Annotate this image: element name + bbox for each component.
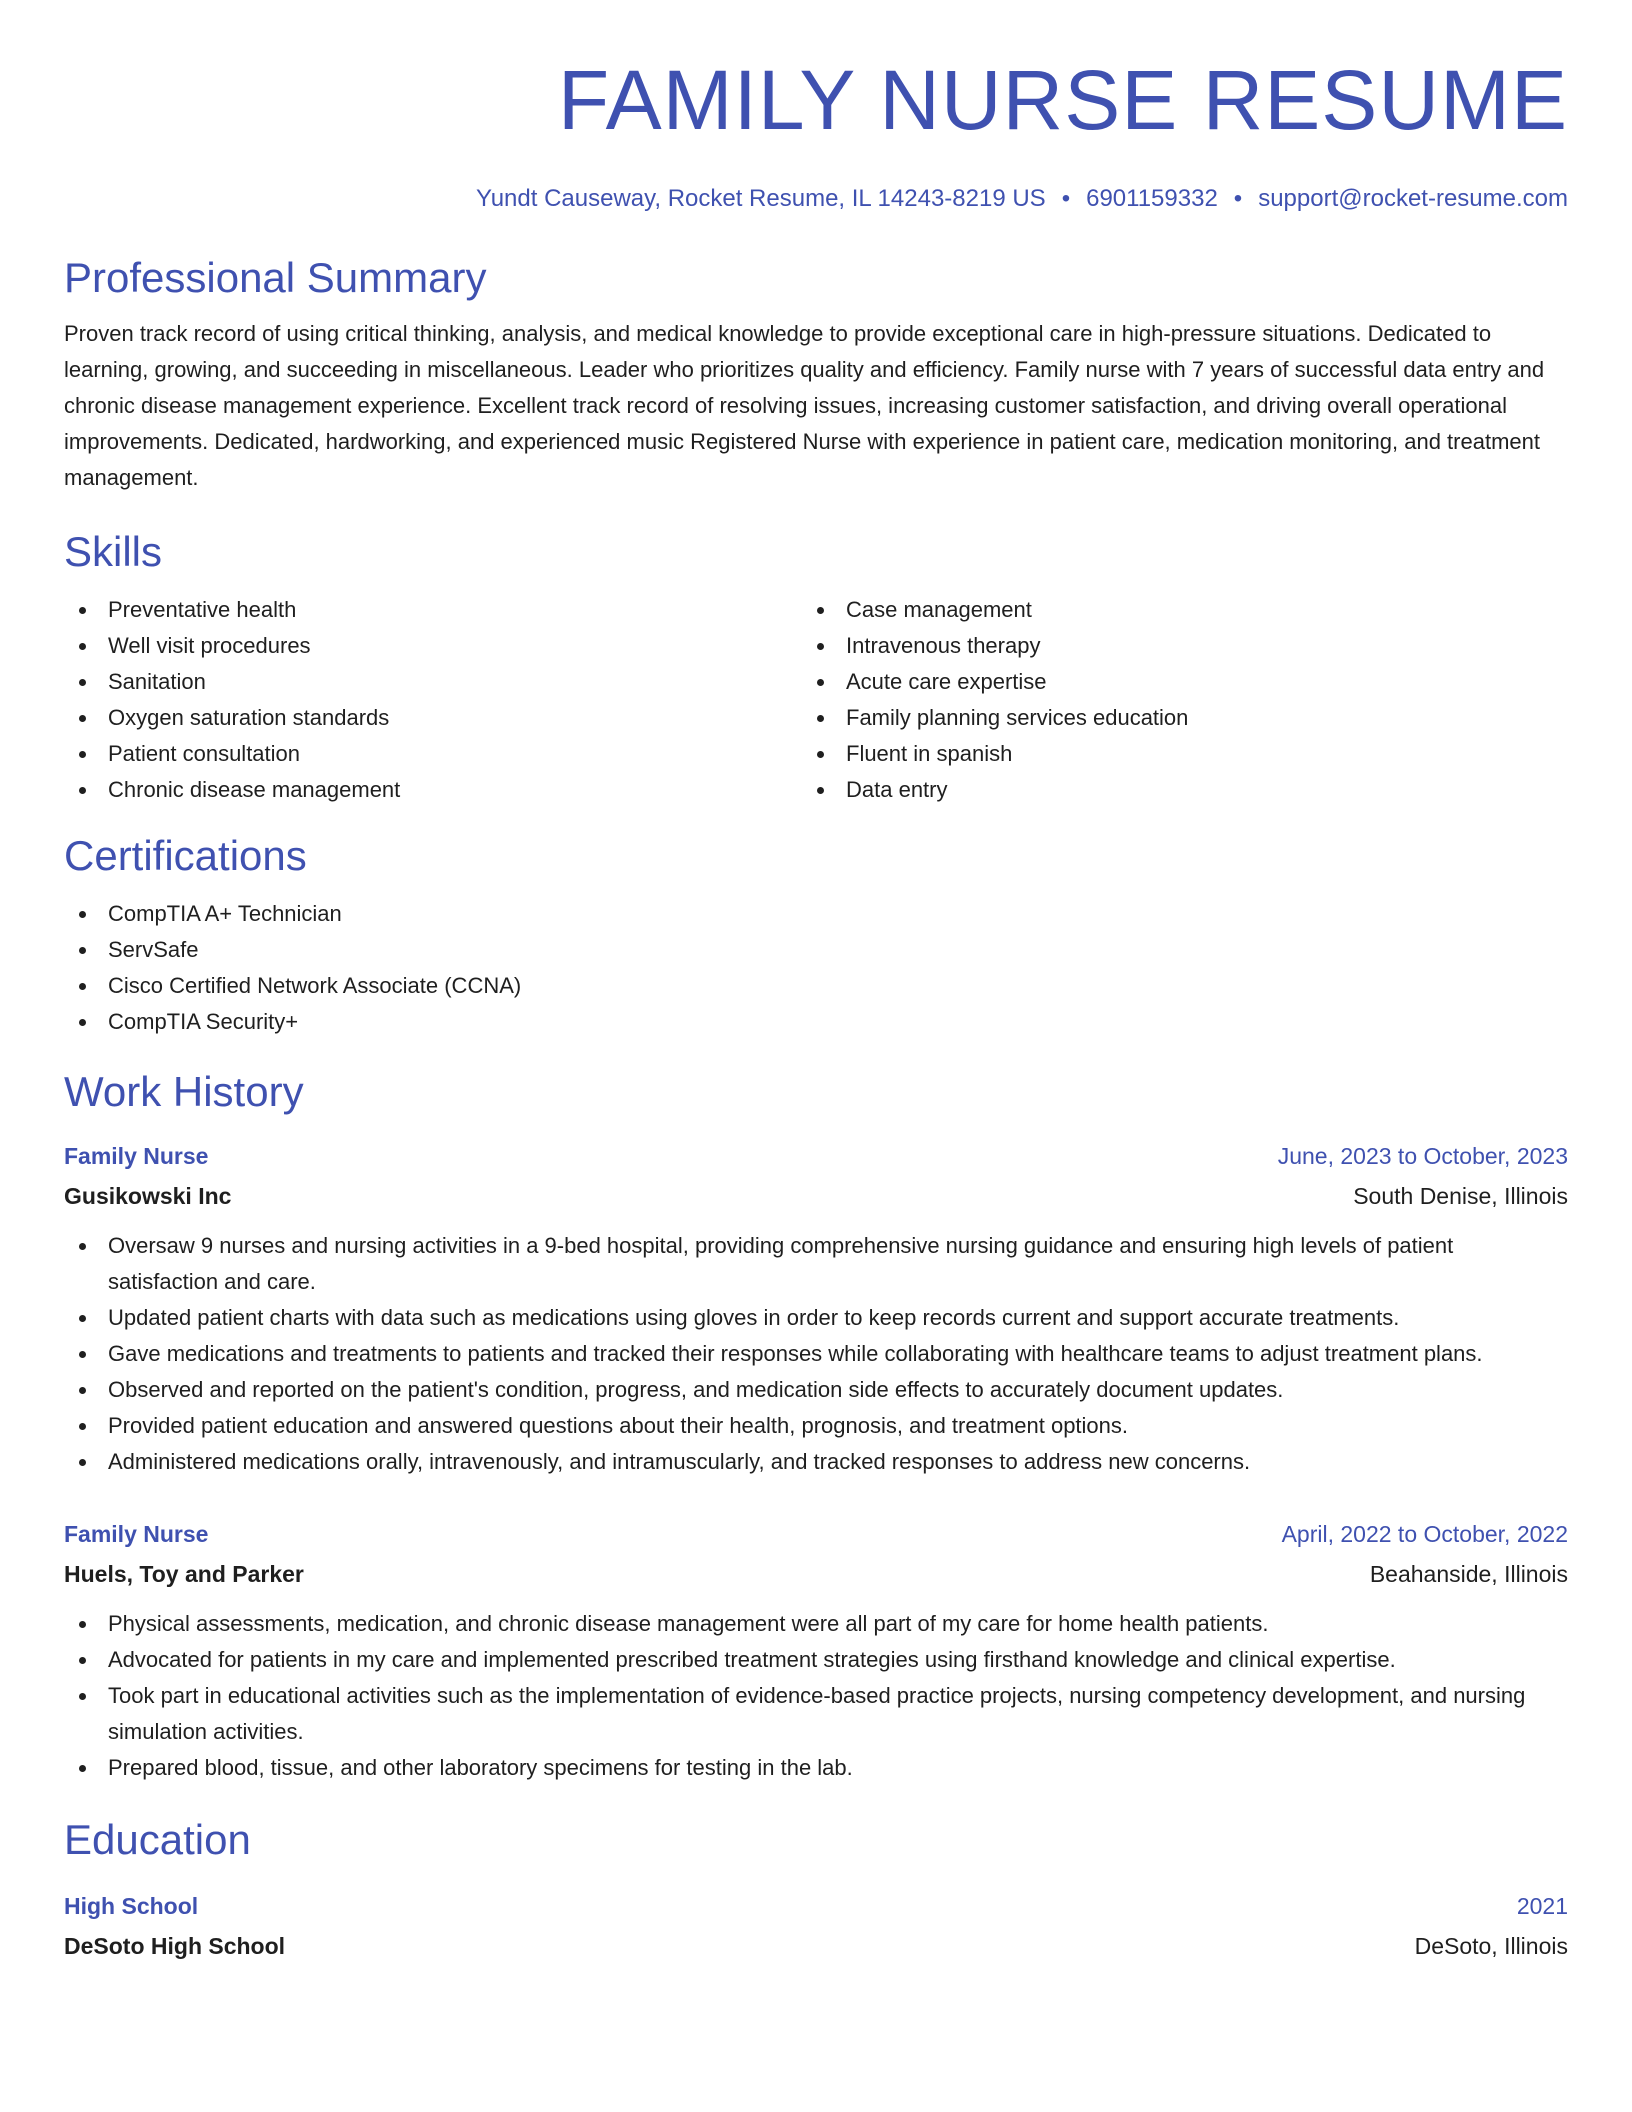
job-duty: Observed and reported on the patient's condition, progress, and medication side effects to accurately document updates. [64, 1372, 1568, 1408]
job-duty: Updated patient charts with data such as medications using gloves in order to keep records current and support accurate treatments. [64, 1300, 1568, 1336]
contact-separator: • [1061, 185, 1071, 212]
job-duty: Oversaw 9 nurses and nursing activities in a 9-bed hospital, providing comprehensive nursing guidance and ensuring high levels of patient satisfaction and care. [64, 1228, 1568, 1300]
certifications-heading: Certifications [64, 832, 307, 879]
skill-item: Preventative health [64, 592, 802, 628]
certification-item: CompTIA Security+ [64, 1004, 1568, 1040]
certification-item: CompTIA A+ Technician [64, 896, 1568, 932]
job-duty: Provided patient education and answered questions about their health, prognosis, and treatment options. [64, 1408, 1568, 1444]
education-heading: Education [64, 1816, 251, 1863]
job-role: Family Nurse [64, 1521, 209, 1547]
job-duty: Physical assessments, medication, and chronic disease management were all part of my care for home health patients. [64, 1606, 1568, 1642]
education-school-row [64, 1926, 1568, 1966]
skill-item: Case management [802, 592, 1540, 628]
skills-heading: Skills [64, 528, 163, 575]
contact-address: Yundt Causeway, Rocket Resume, IL 14243-8219 US [476, 185, 1046, 212]
skill-item: Fluent in spanish [802, 736, 1540, 772]
skills-grid [64, 592, 1568, 808]
skill-item: Patient consultation [64, 736, 802, 772]
job-duty: Prepared blood, tissue, and other laboratory specimens for testing in the lab. [64, 1750, 1568, 1786]
contact-phone: 6901159332 [1086, 185, 1218, 212]
job-dates: April, 2022 to October, 2022 [1281, 1521, 1568, 1547]
job-duty: Administered medications orally, intravenously, and intramuscularly, and tracked responses to address new concerns. [64, 1444, 1568, 1480]
education-entry [64, 1886, 1568, 1966]
job-entry [64, 1514, 1568, 1786]
resume-title: FAMILY NURSE RESUME [557, 53, 1568, 147]
contact-line [64, 184, 1568, 214]
skills-list-left [64, 592, 802, 808]
skills-list-right [802, 592, 1540, 808]
job-location: Beahanside, Illinois [1369, 1561, 1568, 1587]
job-location: South Denise, Illinois [1353, 1183, 1568, 1209]
skill-item: Well visit procedures [64, 628, 802, 664]
education-school: DeSoto High School [64, 1933, 286, 1959]
contact-email: support@rocket-resume.com [1258, 185, 1568, 212]
education-degree-row [64, 1886, 1568, 1926]
work-history-heading: Work History [64, 1068, 304, 1115]
job-company-row [64, 1176, 1568, 1216]
skill-item: Family planning services education [802, 700, 1540, 736]
job-role-row [64, 1514, 1568, 1554]
education-location: DeSoto, Illinois [1414, 1933, 1568, 1959]
job-duty: Took part in educational activities such as the implementation of evidence-based practice projects, nursing competency development, and nursing simulation activities. [64, 1678, 1568, 1750]
skill-item: Data entry [802, 772, 1540, 808]
summary-text: Proven track record of using critical thinking, analysis, and medical knowledge to provide exceptional care in high-pressure situations. Dedicated to learning, growing, and succeeding in miscellaneous. Leader who prioritizes quality and efficiency. Family nurse with 7 years of successful data entry and chronic disease management experience. Excellent track record of resolving issues, increasing customer satisfaction, and driving overall operational improvements. Dedicated, hardworking, and experienced music Registered Nurse with experience in patient care, medication monitoring, and treatment management. [64, 321, 1545, 490]
skill-item: Acute care expertise [802, 664, 1540, 700]
certification-item: ServSafe [64, 932, 1568, 968]
job-entry [64, 1136, 1568, 1480]
summary-heading: Professional Summary [64, 254, 487, 301]
job-role: Family Nurse [64, 1143, 209, 1169]
skill-item: Intravenous therapy [802, 628, 1540, 664]
job-company-row [64, 1554, 1568, 1594]
skill-item: Chronic disease management [64, 772, 802, 808]
job-duties [64, 1606, 1568, 1786]
contact-separator: • [1233, 185, 1243, 212]
job-duty: Advocated for patients in my care and implemented prescribed treatment strategies using firsthand knowledge and clinical expertise. [64, 1642, 1568, 1678]
job-role-row [64, 1136, 1568, 1176]
skill-item: Sanitation [64, 664, 802, 700]
job-duties [64, 1228, 1568, 1480]
education-degree: High School [64, 1893, 199, 1919]
job-dates: June, 2023 to October, 2023 [1277, 1143, 1568, 1169]
certification-item: Cisco Certified Network Associate (CCNA) [64, 968, 1568, 1004]
job-company: Huels, Toy and Parker [64, 1561, 304, 1587]
education-year: 2021 [1516, 1893, 1568, 1919]
job-duty: Gave medications and treatments to patients and tracked their responses while collaborating with healthcare teams to adjust treatment plans. [64, 1336, 1568, 1372]
certifications-list [64, 896, 1568, 1040]
skill-item: Oxygen saturation standards [64, 700, 802, 736]
job-company: Gusikowski Inc [64, 1183, 232, 1209]
